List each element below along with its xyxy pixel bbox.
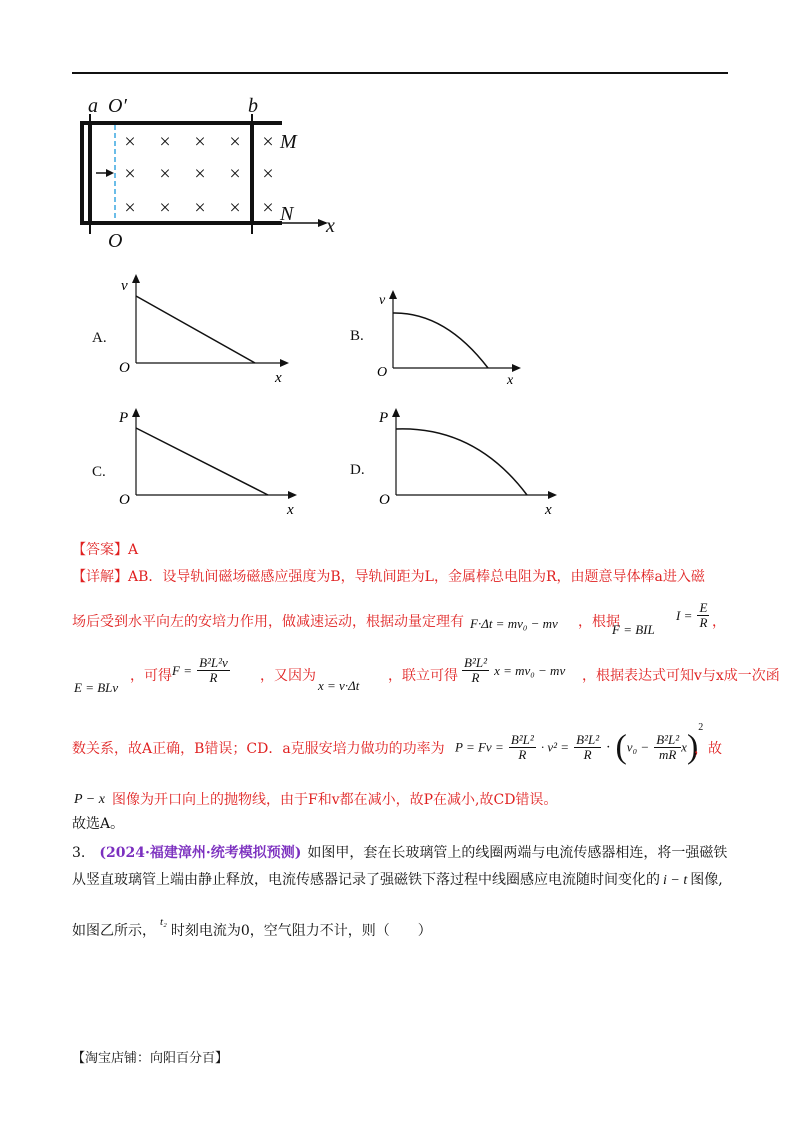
graph-b-curve [393,313,488,368]
label-n: N [280,203,294,225]
header-rule [72,72,728,74]
equation-power: P = Fv = $\frac{\text{B²L²}}{R}$ · v² = $\frac{\text{B²L²}}{R}$ · (v₀ − $\frac{\text{B²L²}}{mR}$ x)$^2$ [455,722,704,766]
field-cross: × [229,163,241,185]
option-d-graph [375,402,565,518]
detail-label: 【详解】 [72,569,128,585]
field-cross: × [159,131,171,153]
field-cross: × [124,163,136,185]
origin-label: O [119,360,130,376]
footer-shop: 【淘宝店铺：向阳百分百】 [72,1051,229,1066]
detail-text: AB．设导轨间磁场磁感应强度为B，导轨间距为L，金属棒总电阻为R，由题意导体棒a进入磁 [128,569,705,585]
label-a: a [88,95,98,117]
field-cross: × [262,131,274,153]
field-cross: × [229,131,241,153]
equation-momentum: F·Δt = mv₀ − mv [470,616,558,631]
equation-emf: E = BLv [74,680,119,695]
field-cross: × [159,163,171,185]
option-d-letter[interactable]: D. [350,462,365,478]
question-3-line-3: 如图乙所示，$^{t_2}$时刻电流为0，空气阻力不计，则（ ） [72,916,432,939]
conclusion: 故选A。 [72,816,125,832]
equation-current: I = $\frac{E}{R}$ [676,600,708,630]
detail-text: ，可得 [130,668,172,684]
question-source: (2024·福建漳州·统考模拟预测) [99,845,302,861]
equation-p-x: P − x [74,792,105,807]
field-cross: × [194,131,206,153]
option-a-graph [115,268,295,388]
equation-combined: $\frac{\text{B²L²}}{R}$ x = mv₀ − mv [464,655,566,685]
option-b-graph [375,286,535,390]
field-cross: × [262,163,274,185]
option-c-letter[interactable]: C. [92,464,106,480]
equation-i-t: i − t [663,873,688,888]
field-rail-figure [70,92,350,257]
graph-a-curve [136,296,255,363]
question-3-line-1: 3. (2024·福建漳州·统考模拟预测) 如图甲，套在长玻璃管上的线圈两端与电流传感器相连，将一强磁铁 [72,845,728,861]
origin-label: O [377,365,388,380]
x-label: x [507,373,514,388]
option-b-letter[interactable]: B. [350,328,364,344]
option-a-letter[interactable]: A. [92,330,107,346]
detail-text: ，联立可得 [388,668,458,684]
detail-text: ，故 [694,741,722,757]
label-o: O [108,230,123,252]
field-cross: × [124,131,136,153]
x-label: x [545,502,552,518]
y-label: P [119,410,129,426]
field-cross: × [262,197,274,219]
field-cross: × [124,197,136,219]
graph-d-curve [396,429,527,495]
option-c-graph [115,402,305,518]
field-cross: × [229,197,241,219]
label-b: b [248,95,258,117]
detail-text: ，根据 [578,614,620,630]
graph-c-curve [136,428,268,495]
question-number: 3. [72,845,86,861]
equation-ampere-force: F = BIL [612,622,655,637]
label-m: M [280,131,297,153]
x-label: x [287,502,294,518]
label-x: x [326,215,335,237]
detail-text: 数关系，故A正确，B错误；CD．a克服安培力做功的功率为 [72,741,445,757]
detail-text: 场后受到水平向左的安培力作用，做减速运动，根据动量定理有 [72,614,464,630]
y-label: v [121,278,128,294]
y-label: P [379,410,389,426]
y-label: v [379,293,386,308]
question-3-line-2: 从竖直玻璃管上端由静止释放，电流传感器记录了强磁铁下落过程中线圈感应电流随时间变化的 i − t 图像, [72,872,723,888]
detail-line-2 [72,612,464,632]
origin-label: O [119,492,130,508]
detail-line-1 [72,567,705,587]
label-o-prime: O′ [108,95,127,117]
equation-distance: x = v·Δt [318,678,360,693]
origin-label: O [379,492,390,508]
symbol-t2: t₂ [160,916,167,928]
x-label: x [275,370,282,386]
answer-line [72,540,138,560]
answer-value: A [128,542,139,558]
equation-force: F = $\frac{\text{B²L²v}}{R}$ [172,655,228,685]
answer-label: 【答案】 [72,542,128,558]
field-cross: × [194,163,206,185]
detail-text: ，根据表达式可知v与x成一次函 [582,668,780,684]
field-cross: × [159,197,171,219]
detail-text: 图像为开口向上的抛物线，由于F和v都在减小，故P在减小,故CD错误。 [112,792,558,808]
field-cross: × [194,197,206,219]
detail-text: ，又因为 [260,668,316,684]
